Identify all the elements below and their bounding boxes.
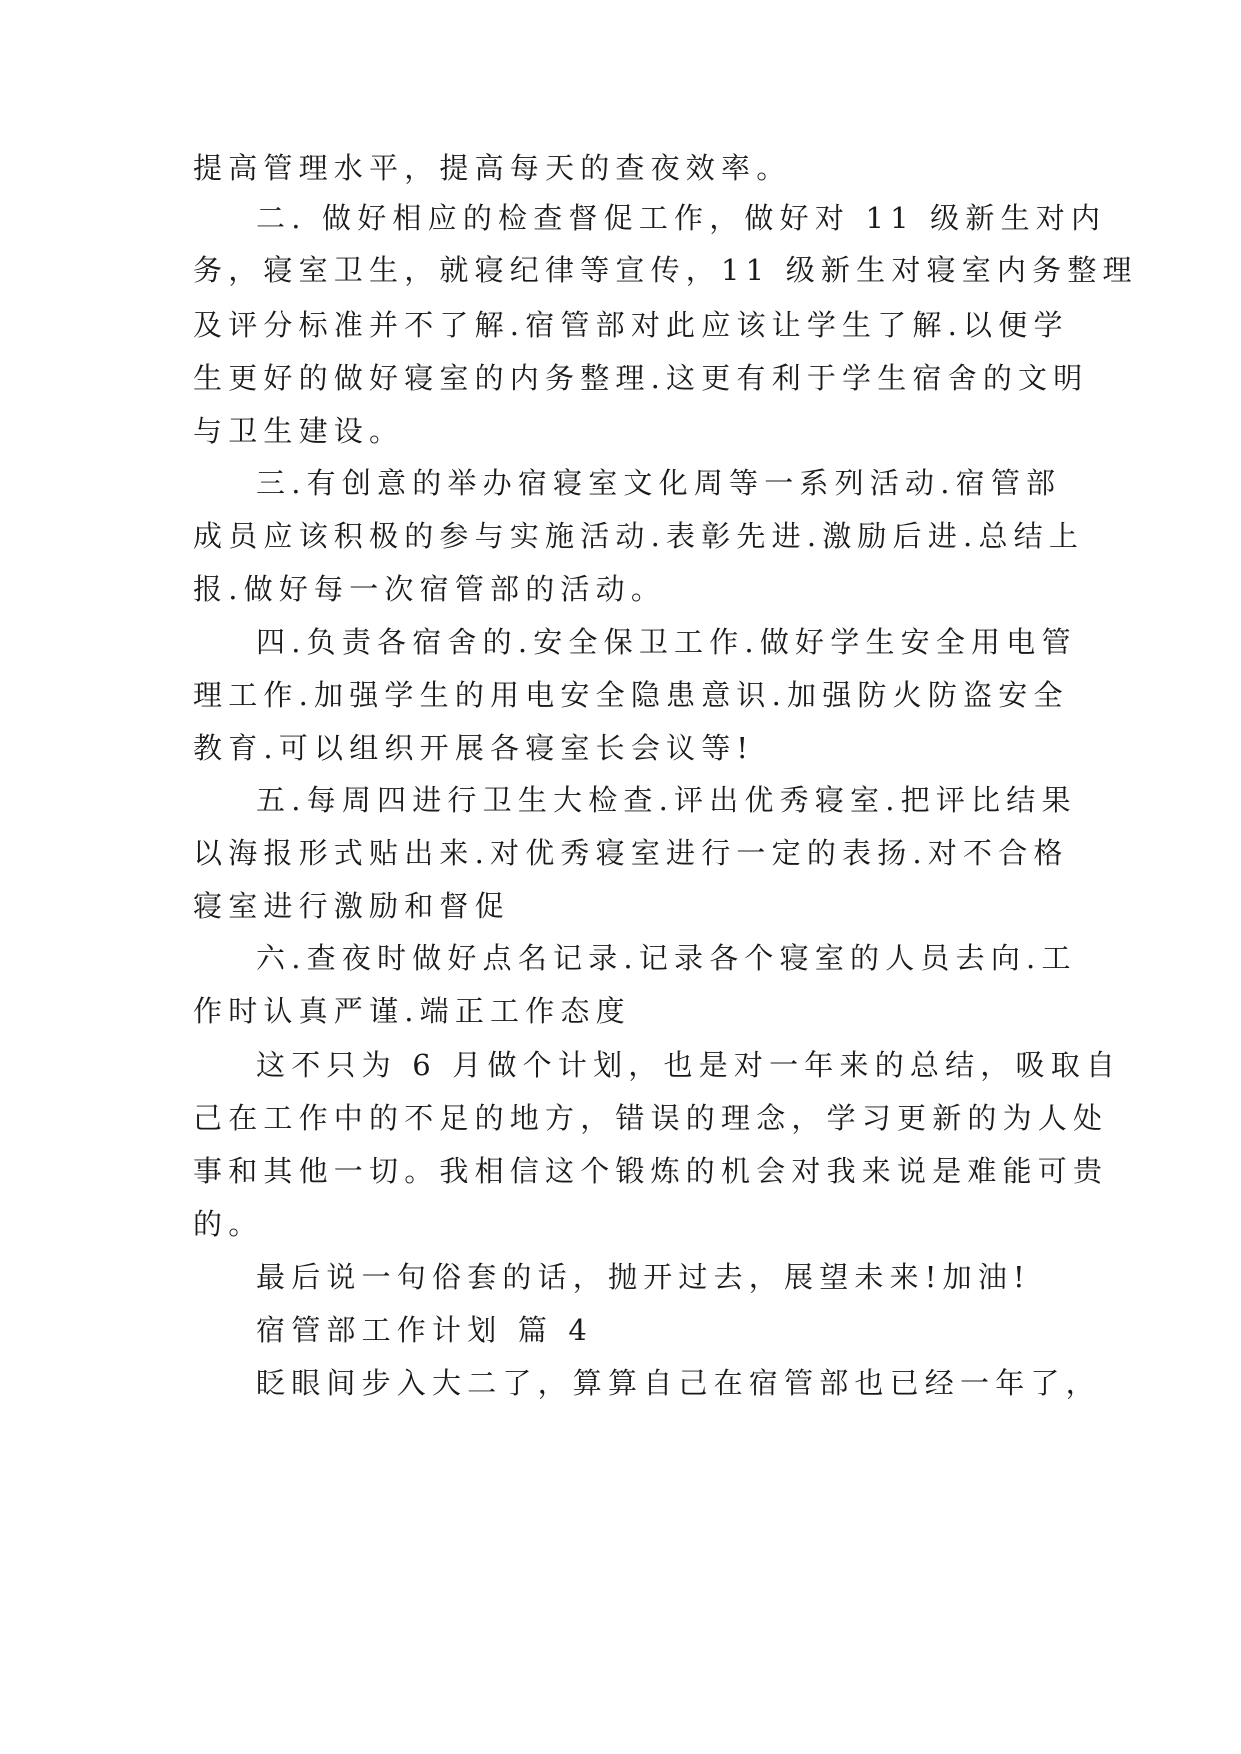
section-heading: 宿管部工作计划 篇 4: [256, 1313, 594, 1347]
text-line: 教育.可以组织开展各寝室长会议等!: [193, 731, 755, 765]
text-line: 二. 做好相应的检查督促工作，做好对 11 级新生对内: [256, 201, 1107, 235]
text-line: 事和其他一切。我相信这个锻炼的机会对我来说是难能可贵: [193, 1154, 1109, 1188]
text-line: 理工作.加强学生的用电安全隐患意识.加强防火防盗安全: [193, 678, 1069, 712]
text-line: 的。: [193, 1207, 264, 1241]
text-line: 作时认真严谨.端正工作态度: [193, 994, 631, 1028]
text-line: 与卫生建设。: [193, 414, 405, 448]
text-line: 三.有创意的举办宿寝室文化周等一系列活动.宿管部: [256, 466, 1062, 500]
text-line: 六.查夜时做好点名记录.记录各个寝室的人员去向.工: [256, 941, 1077, 975]
text-line: 眨眼间步入大二了，算算自己在宿管部也已经一年了，: [256, 1366, 1101, 1400]
text-line: 五.每周四进行卫生大检查.评出优秀寝室.把评比结果: [256, 783, 1077, 817]
text-line: 寝室进行激励和督促: [193, 889, 510, 923]
text-line: 报.做好每一次宿管部的活动。: [193, 572, 667, 606]
text-line: 及评分标准并不了解.宿管部对此应该让学生了解.以便学: [193, 308, 1069, 342]
text-line: 最后说一句俗套的话，抛开过去，展望未来!加油!: [256, 1260, 1031, 1294]
text-line: 务，寝室卫生，就寝纪律等宣传，11 级新生对寝室内务整理: [193, 253, 1138, 287]
text-line: 这不只为 6 月做个计划，也是对一年来的总结，吸取自: [256, 1048, 1122, 1082]
text-line: 以海报形式贴出来.对优秀寝室进行一定的表扬.对不合格: [193, 836, 1069, 870]
text-line: 提高管理水平，提高每天的查夜效率。: [193, 151, 792, 185]
text-line: 生更好的做好寝室的内务整理.这更有利于学生宿舍的文明: [193, 361, 1089, 395]
text-line: 己在工作中的不足的地方，错误的理念，学习更新的为人处: [193, 1101, 1109, 1135]
text-line: 成员应该积极的参与实施活动.表彰先进.激励后进.总结上: [193, 519, 1085, 553]
text-line: 四.负责各宿舍的.安全保卫工作.做好学生安全用电管: [256, 625, 1077, 659]
